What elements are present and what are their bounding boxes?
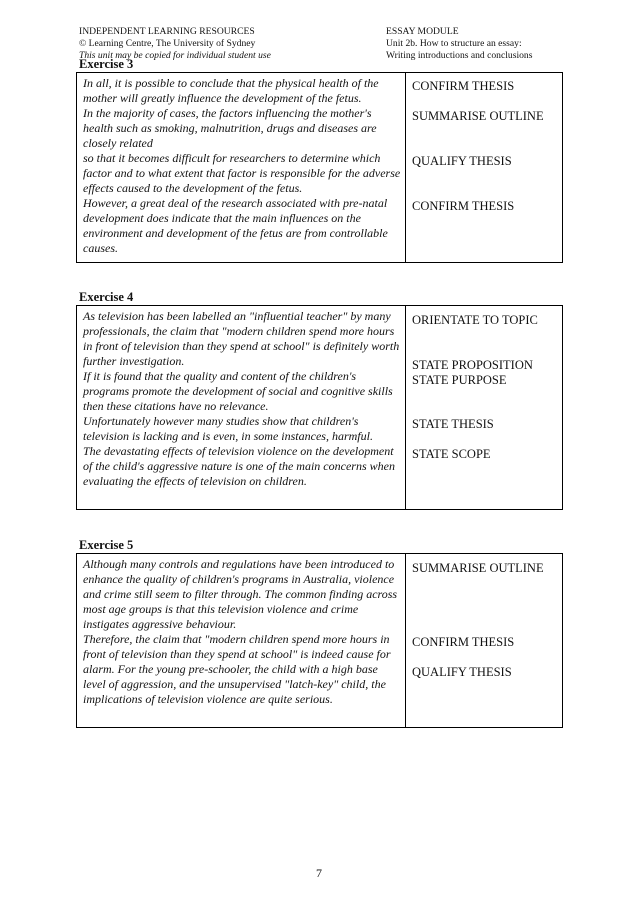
header-right-line-3: Writing introductions and conclusions [386,50,533,61]
exercise-3-title: Exercise 3 [79,57,134,71]
page-number: 7 [316,866,322,880]
stage-label: QUALIFY THESIS [412,154,512,168]
stage-label: STATE PROPOSITION [412,358,533,372]
stage-label: CONFIRM THESIS [412,199,515,213]
exercise-5-title: Exercise 5 [79,538,134,552]
exercise-4-box [76,305,563,510]
stage-label: SUMMARISE OUTLINE [412,561,544,575]
passage-segment: If it is found that the quality and content of the children's programs promote the development of social and cognitive skills then these citations have no relevance. [83,369,393,413]
passage-segment: so that it becomes difficult for researchers to determine which factor and to what extent that factor is responsible for the adverse effects caused to the development of the fetus. [83,151,401,195]
stage-label: STATE THESIS [412,417,494,431]
header-left-line-2: © Learning Centre, The University of Sydney [79,38,256,49]
passage-segment: Unfortunately however many studies show that children's television is lacking and is even, in some instances, harmful. [83,414,373,443]
passage-segment: Although many controls and regulations have been introduced to enhance the quality of children's programs in Australia, violence and crime still seem to filter through. The common finding across most age groups is that this television violence and crime instigates aggressive behaviour. [83,557,398,631]
passage-segment: As television has been labelled an "influential teacher" by many professionals, the claim that "modern children spend more hours in front of television than they spend at school" is definitely worth further investigation. [83,309,400,368]
header-left-line-3: This unit may be copied for individual student use [79,50,271,61]
stage-label: STATE PURPOSE [412,373,507,387]
exercise-4-title: Exercise 4 [79,290,134,304]
stage-label: QUALIFY THESIS [412,665,512,679]
exercise-3-passage [77,73,406,262]
exercise-3-labels [406,73,562,262]
exercise-5-box [76,553,563,728]
passage-segment: The devastating effects of television violence on the development of the child's aggressive nature is one of the main concerns when evaluating the effects of television on children. [83,444,395,488]
passage-segment: In the majority of cases, the factors influencing the mother's health such as smoking, malnutrition, drugs and diseases are closely related [83,106,377,150]
header-right-line-1: ESSAY MODULE [386,26,459,37]
header-left-line-1: INDEPENDENT LEARNING RESOURCES [79,26,255,37]
stage-label: ORIENTATE TO TOPIC [412,313,538,327]
exercise-4-labels [406,306,562,509]
exercise-5-passage [77,554,406,727]
exercise-4-passage [77,306,406,509]
exercise-3-box [76,72,563,263]
stage-label: CONFIRM THESIS [412,79,515,93]
header-right [386,26,532,62]
stage-label: CONFIRM THESIS [412,635,515,649]
exercise-5-labels [406,554,562,727]
passage-segment: In all, it is possible to conclude that the physical health of the mother will greatly influence the development of the fetus. [83,76,379,105]
header-right-line-2: Unit 2b. How to structure an essay: [386,38,522,49]
passage-segment: Therefore, the claim that "modern children spend more hours in front of television than they spend at school" is indeed cause for alarm. For the young pre-schooler, the child with a high base level of aggression, and the unsupervised "latch-key" child, the implications of television violence are quite serious. [83,632,391,706]
passage-segment: However, a great deal of the research associated with pre-natal development does indicate that the main influences on the environment and development of the fetus are from controllable causes. [83,196,388,255]
stage-label: STATE SCOPE [412,447,491,461]
stage-label: SUMMARISE OUTLINE [412,109,544,123]
